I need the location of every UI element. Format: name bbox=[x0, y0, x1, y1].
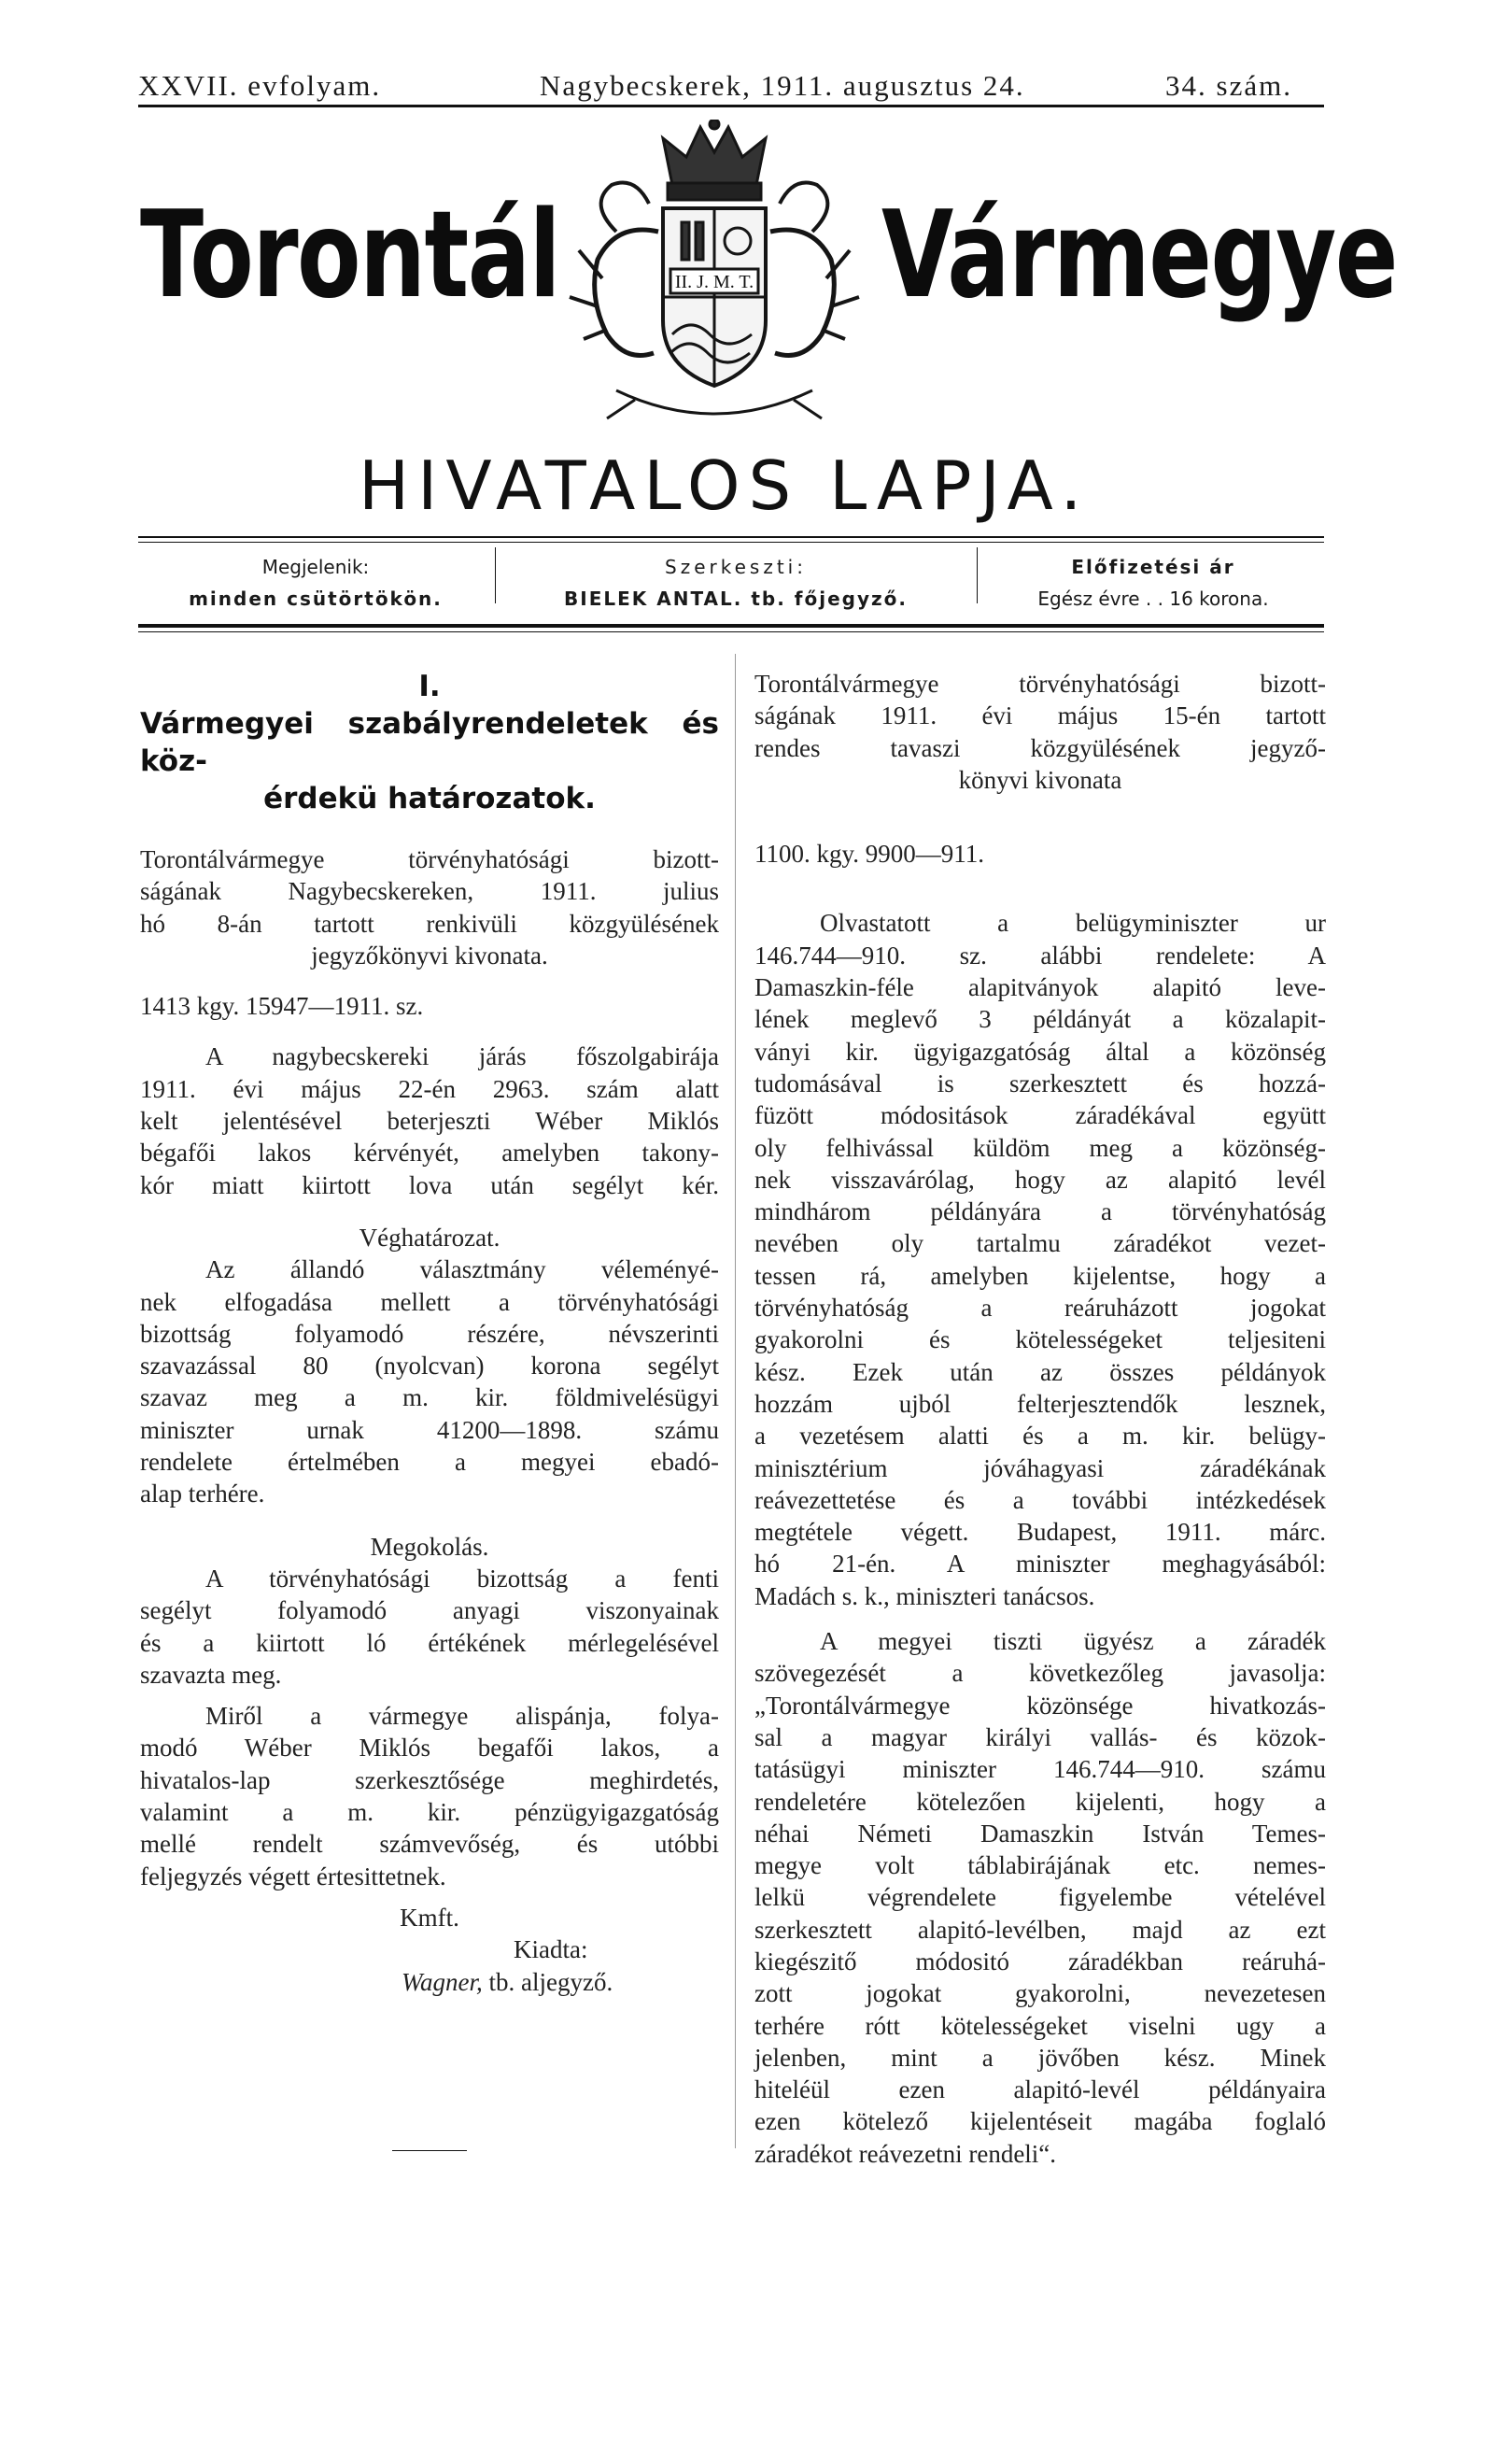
reason-line: segélyt folyamodó anyagi viszonyainak bbox=[140, 1596, 719, 1625]
crest-text: II. J. M. T. bbox=[674, 272, 754, 292]
title-left: Torontál bbox=[140, 186, 560, 325]
info-divider-2 bbox=[977, 547, 978, 603]
info-top-rule-2 bbox=[138, 542, 1324, 543]
body-line: jelenben, mint a jövőben kész. Minek bbox=[754, 2043, 1326, 2072]
body-line: kiegészitő módositó záradékban reáruhá- bbox=[754, 1947, 1326, 1975]
info-top-rule bbox=[138, 536, 1324, 538]
intro-line: hó 8-án tartott renkivüli közgyülésének bbox=[140, 909, 719, 938]
body-line: 146.744—910. sz. alábbi rendelete: A bbox=[754, 941, 1326, 970]
reference-number: 1100. kgy. 9900—911. bbox=[754, 840, 984, 869]
info-bottom-rule bbox=[138, 624, 1324, 628]
appears-block bbox=[138, 551, 493, 615]
body-line: sal a magyar királyi vallás- és közok- bbox=[754, 1722, 1326, 1751]
decision-line: szavaz meg a m. kir. földmivelésügyi bbox=[140, 1383, 719, 1412]
decision-line: bizottság folyamodó részére, névszerinti bbox=[140, 1319, 719, 1348]
editor-block bbox=[512, 551, 960, 615]
left-column bbox=[140, 668, 719, 1998]
intro-line: rendes tavaszi közgyülésének jegyző- bbox=[754, 733, 1326, 762]
body-line: A megyei tiszti ügyész a záradék bbox=[820, 1627, 1326, 1656]
body-line: gyakorolni és kötelességeket teljesiteni bbox=[754, 1325, 1326, 1354]
body-line: nevében oly tartalmu záradékot vezet- bbox=[754, 1229, 1326, 1258]
issue-header bbox=[138, 69, 1324, 106]
notice-line: valamint a m. kir. pénzügyigazgatóság bbox=[140, 1798, 719, 1827]
body-line: tudomásával is szerkesztett és hozzá- bbox=[754, 1069, 1326, 1097]
body-line: záradékot reávezetni rendeli“. bbox=[754, 2139, 1057, 2168]
body-line: terhére rótt kötelességeket viselni ugy a bbox=[754, 2011, 1326, 2040]
decision-line: miniszter urnak 41200—1898. számu bbox=[140, 1415, 719, 1444]
decision-line: Az állandó választmány véleményé- bbox=[205, 1255, 719, 1284]
appears-label: Megjelenik: bbox=[261, 556, 370, 578]
column-divider bbox=[735, 654, 736, 2148]
decision-line: nek elfogadása mellett a törvényhatósági bbox=[140, 1287, 719, 1316]
body-line: lének meglevő 3 példányát a közalapit- bbox=[754, 1005, 1326, 1034]
body-line: kelt jelentésével beterjeszti Wéber Miklós bbox=[140, 1107, 719, 1136]
body-line: Madách s. k., miniszteri tanácsos. bbox=[754, 1581, 1095, 1610]
section-title-line: érdekü határozatok. bbox=[263, 782, 596, 815]
reason-title: Megokolás. bbox=[370, 1532, 489, 1561]
body-line: oly felhivással küldöm meg a közönség- bbox=[754, 1133, 1326, 1162]
title-right: Vármegye bbox=[881, 186, 1397, 325]
body-line: néhai Németi Damaszkin István Temes- bbox=[754, 1819, 1326, 1848]
section-title-line: Vármegyei szabályrendeletek és köz- bbox=[140, 707, 719, 778]
notice-line: mellé rendelt számvevőség, és utóbbi bbox=[140, 1830, 719, 1859]
body-line: a vezetésem alatti és a m. kir. belügy- bbox=[754, 1422, 1326, 1451]
body-line: tatásügyi miniszter 146.744—910. számu bbox=[754, 1755, 1326, 1784]
body-line: nek visszavárólag, hogy az alapitó levél bbox=[754, 1165, 1326, 1194]
intro-line: jegyzőkönyvi kivonata. bbox=[311, 941, 548, 970]
place-date: Nagybecskerek, 1911. augusztus 24. bbox=[540, 69, 1025, 102]
signer-title: tb. aljegyző. bbox=[482, 1967, 613, 1996]
reference-number: 1413 kgy. 15947—1911. sz. bbox=[140, 992, 424, 1021]
coat-of-arms-icon bbox=[560, 120, 868, 446]
kiadta-label: Kiadta: bbox=[514, 1935, 588, 1964]
body-line: hó 21-én. A miniszter meghagyásából: bbox=[754, 1550, 1326, 1579]
body-line: reávezettetése és a további intézkedések bbox=[754, 1485, 1326, 1514]
body-line: Damaszkin-féle alapitványok alapitó leve- bbox=[754, 973, 1326, 1002]
reason-line: szavazta meg. bbox=[140, 1660, 282, 1689]
issue-number: 34. szám. bbox=[1165, 69, 1292, 102]
body-line: hiteléül ezen alapitó-levél példányaira bbox=[754, 2075, 1326, 2104]
end-rule bbox=[392, 2150, 467, 2151]
subscription-block bbox=[980, 551, 1326, 615]
intro-line: Torontálvármegye törvényhatósági bizott- bbox=[140, 845, 719, 873]
info-bottom-rule-2 bbox=[138, 631, 1324, 632]
notice-line: Miről a vármegye alispánja, folya- bbox=[205, 1702, 719, 1731]
editor-label: Szerkeszti: bbox=[665, 556, 807, 578]
subscription-value: Egész évre . . 16 korona. bbox=[1037, 588, 1269, 610]
body-line: „Torontálvármegye közönsége hivatkozás- bbox=[754, 1691, 1326, 1720]
body-line: Olvastatott a belügyminiszter ur bbox=[820, 909, 1326, 938]
body-line: kész. Ezek után az összes példányok bbox=[754, 1357, 1326, 1386]
body-line: A nagybecskereki járás főszolgabirája bbox=[205, 1042, 719, 1071]
decision-line: rendelete értelmében a megyei ebadó- bbox=[140, 1448, 719, 1477]
body-line: hozzám ujból felterjesztendők lesznek, bbox=[754, 1389, 1326, 1418]
body-line: 1911. évi május 22-én 2963. szám alatt bbox=[140, 1074, 719, 1103]
body-line: rendeletére kötelezően kijelenti, hogy a bbox=[754, 1787, 1326, 1816]
body-line: zott jogokat gyakorolni, nevezetesen bbox=[754, 1979, 1326, 2008]
body-line: kór miatt kiirtott lova után segélyt kér. bbox=[140, 1170, 719, 1199]
notice-line: feljegyzés végett értesittetnek. bbox=[140, 1862, 446, 1890]
body-line: füzött módositások záradékával együtt bbox=[754, 1101, 1326, 1130]
appears-value: minden csütörtökön. bbox=[189, 588, 443, 610]
intro-line: Torontálvármegye törvényhatósági bizott- bbox=[754, 670, 1326, 698]
body-line: bégafői lakos kérvényét, amelyben takony- bbox=[140, 1139, 719, 1168]
body-line: ványi kir. ügyigazgatóság által a közönség bbox=[754, 1037, 1326, 1066]
body-line: lelkü végrendelete figyelembe vételével bbox=[754, 1883, 1326, 1912]
kmft-label: Kmft. bbox=[400, 1903, 459, 1932]
right-column bbox=[754, 668, 1326, 2170]
body-line: megye volt táblabirájának etc. nemes- bbox=[754, 1851, 1326, 1880]
intro-line: ságának 1911. évi május 15-én tartott bbox=[754, 701, 1326, 730]
body-line: tessen rá, amelyben kijelentse, hogy a bbox=[754, 1261, 1326, 1290]
reason-line: és a kiirtott ló értékének mérlegelésével bbox=[140, 1628, 719, 1657]
intro-line: ságának Nagybecskereken, 1911. julius bbox=[140, 877, 719, 906]
body-line: szerkesztett alapitó-levélben, majd az ezt bbox=[754, 1915, 1326, 1944]
body-line: mindhárom példányára a törvényhatóság bbox=[754, 1197, 1326, 1226]
notice-line: hivatalos-lap szerkesztősége meghirdetés, bbox=[140, 1765, 719, 1794]
info-divider-1 bbox=[495, 547, 496, 603]
subscription-label: Előfizetési ár bbox=[1071, 556, 1235, 578]
decision-title: Véghatározat. bbox=[359, 1223, 500, 1252]
notice-line: modó Wéber Miklós begafői lakos, a bbox=[140, 1734, 719, 1763]
reason-line: A törvényhatósági bizottság a fenti bbox=[205, 1564, 719, 1593]
body-line: szövegezését a következőleg javasolja: bbox=[754, 1659, 1326, 1688]
signature-line bbox=[140, 1966, 719, 1998]
volume-label: XXVII. evfolyam. bbox=[138, 69, 382, 102]
body-line: megtétele végett. Budapest, 1911. márc. bbox=[754, 1518, 1326, 1547]
decision-line: szavazással 80 (nyolcvan) korona segélyt bbox=[140, 1352, 719, 1381]
signer-name: Wagner, bbox=[402, 1967, 483, 1996]
body-line: törvényhatóság a reáruházott jogokat bbox=[754, 1294, 1326, 1323]
editor-value: BIELEK ANTAL. tb. főjegyző. bbox=[564, 588, 908, 610]
paper-subtitle: HIVATALOS LAPJA. bbox=[359, 446, 1091, 525]
body-line: ezen kötelező kijelentéseit magába foglaló bbox=[754, 2107, 1326, 2136]
intro-line: könyvi kivonata bbox=[958, 765, 1122, 794]
decision-line: alap terhére. bbox=[140, 1480, 265, 1508]
header-rule bbox=[138, 105, 1324, 107]
body-line: minisztérium jóváhagyasi záradékának bbox=[754, 1453, 1326, 1482]
section-number: I. bbox=[418, 670, 441, 703]
